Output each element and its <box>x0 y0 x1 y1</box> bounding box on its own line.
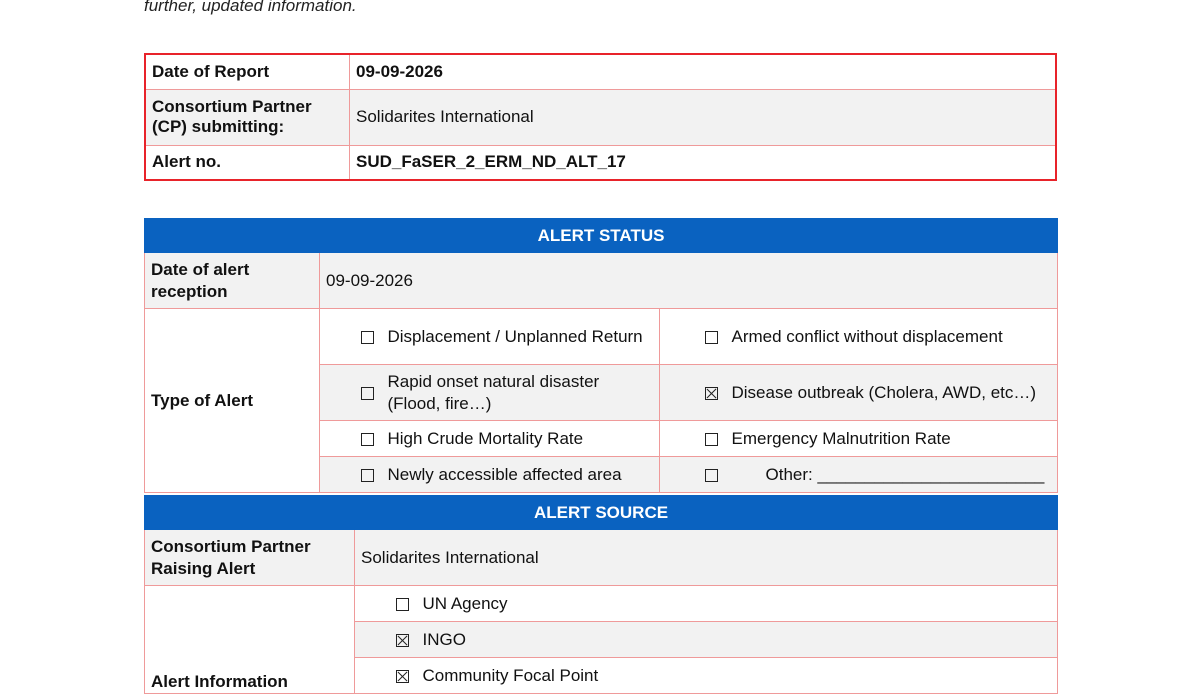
checkbox-natural-disaster[interactable] <box>320 365 382 421</box>
option-un-agency: UN Agency <box>417 586 1058 622</box>
alert-source-table <box>144 495 1058 694</box>
alert-reception-value: 09-09-2026 <box>320 253 1058 309</box>
date-of-report-label: Date of Report <box>145 54 350 89</box>
checkbox-icon <box>361 387 374 400</box>
checkbox-ingo[interactable] <box>355 622 417 658</box>
checkbox-icon <box>361 331 374 344</box>
checkbox-armed-conflict[interactable] <box>660 309 726 365</box>
checkbox-icon <box>361 433 374 446</box>
option-other: Other: ________________________ <box>726 457 1058 493</box>
alert-status-header: ALERT STATUS <box>145 219 1058 253</box>
checkbox-displacement[interactable] <box>320 309 382 365</box>
checkbox-other[interactable] <box>660 457 726 493</box>
cp-submitting-label: Consortium Partner (CP) submitting: <box>145 89 350 145</box>
cp-submitting-value: Solidarites International <box>350 89 1057 145</box>
checked-checkbox-icon <box>396 670 409 683</box>
checked-checkbox-icon <box>705 387 718 400</box>
checkbox-icon <box>705 433 718 446</box>
option-disease-outbreak: Disease outbreak (Cholera, AWD, etc…) <box>726 365 1058 421</box>
report-info-table <box>144 53 1057 181</box>
alert-no-value: SUD_FaSER_2_ERM_ND_ALT_17 <box>350 145 1057 180</box>
checkbox-newly-accessible[interactable] <box>320 457 382 493</box>
checkbox-icon <box>705 469 718 482</box>
type-of-alert-label: Type of Alert <box>145 309 320 493</box>
checkbox-un-agency[interactable] <box>355 586 417 622</box>
option-natural-disaster: Rapid onset natural disaster (Flood, fire…) <box>382 365 660 421</box>
option-community-focal-point: Community Focal Point <box>417 658 1058 694</box>
option-ingo: INGO <box>417 622 1058 658</box>
partner-raising-value: Solidarites International <box>355 530 1058 586</box>
alert-source-header: ALERT SOURCE <box>145 496 1058 530</box>
checkbox-icon <box>396 598 409 611</box>
date-of-report-value: 09-09-2026 <box>350 54 1057 89</box>
alert-no-label: Alert no. <box>145 145 350 180</box>
checkbox-icon <box>361 469 374 482</box>
checkbox-community-focal-point[interactable] <box>355 658 417 694</box>
option-newly-accessible: Newly accessible affected area <box>382 457 660 493</box>
checkbox-malnutrition[interactable] <box>660 421 726 457</box>
alert-reception-label: Date of alert reception <box>145 253 320 309</box>
option-malnutrition: Emergency Malnutrition Rate <box>726 421 1058 457</box>
intro-text: further, updated information. <box>144 0 357 15</box>
alert-information-label: Alert Information <box>145 586 355 694</box>
alert-status-table <box>144 218 1058 493</box>
option-armed-conflict: Armed conflict without displacement <box>726 309 1058 365</box>
option-crude-mortality: High Crude Mortality Rate <box>382 421 660 457</box>
option-displacement: Displacement / Unplanned Return <box>382 309 660 365</box>
checkbox-icon <box>705 331 718 344</box>
partner-raising-label: Consortium Partner Raising Alert <box>145 530 355 586</box>
checkbox-crude-mortality[interactable] <box>320 421 382 457</box>
checkbox-disease-outbreak[interactable] <box>660 365 726 421</box>
checked-checkbox-icon <box>396 634 409 647</box>
